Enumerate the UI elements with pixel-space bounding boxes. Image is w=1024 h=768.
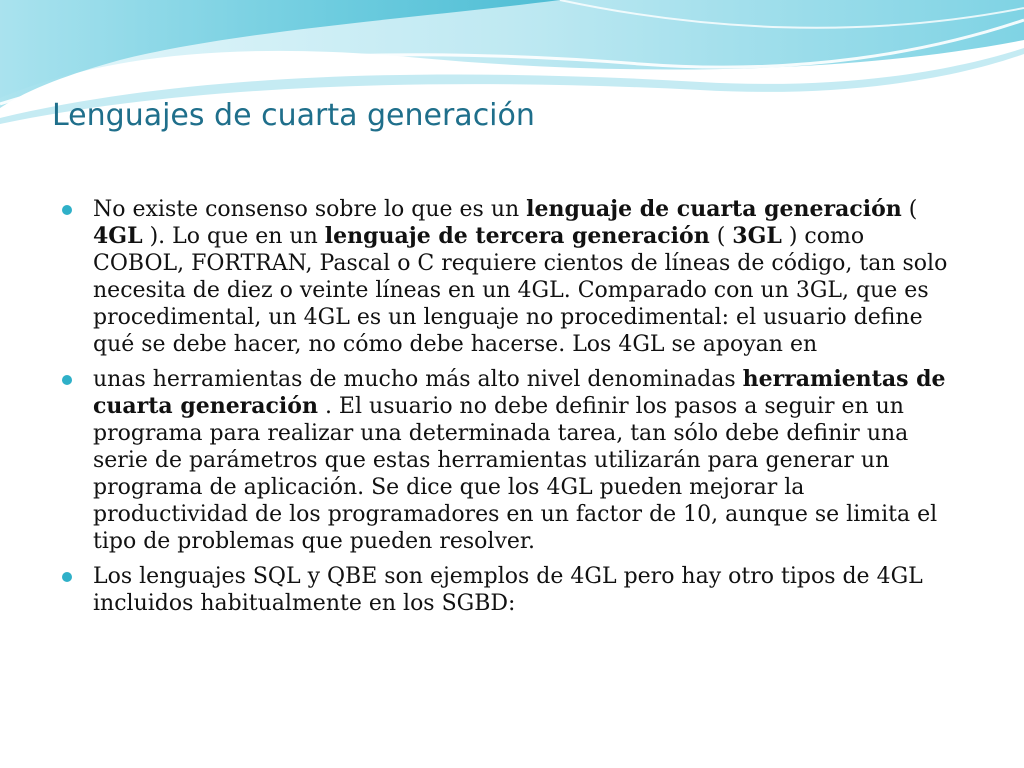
bullet-item — [62, 563, 962, 617]
bullet-segment: Los lenguajes SQL y QBE son ejemplos de 4GL pero hay otro tipos de 4GL incluidos habitualmente en los SGBD: — [93, 564, 923, 616]
bullet-segment-bold: lenguaje de tercera generación — [324, 223, 710, 249]
slide-title: Lenguajes de cuarta generación — [52, 98, 535, 133]
bullet-segment: unas herramientas de mucho más alto nivel denominadas — [93, 367, 743, 392]
bullet-item — [62, 366, 962, 555]
bullet-segment-bold: herramientas de cuarta generación — [93, 366, 946, 419]
bullet-segment: ). Lo que en un — [142, 224, 325, 249]
bullet-list — [62, 196, 962, 625]
bullet-dot-icon — [62, 205, 72, 215]
bullet-dot-icon — [62, 572, 72, 582]
bullet-segment: ( — [709, 224, 733, 249]
bullet-item — [62, 196, 962, 358]
bullet-segment-bold: lenguaje de cuarta generación — [526, 196, 902, 222]
bullet-segment: ( — [901, 197, 918, 222]
bullet-segment-bold: 4GL — [93, 223, 143, 249]
bullet-segment: No existe consenso sobre lo que es un — [93, 197, 527, 222]
bullet-segment: ) como COBOL, FORTRAN, Pascal o C requiere cientos de líneas de código, tan solo necesita de diez o veinte líneas en un 4GL. Comparado con un 3GL, que es procedimental, un 4GL es un lenguaje no procedimental: el usuario define qué se debe hacer, no cómo debe hacerse. Los 4GL se apoyan en — [93, 224, 948, 357]
bullet-dot-icon — [62, 375, 72, 385]
bullet-segment-bold: 3GL — [732, 223, 782, 249]
bullet-segment: . El usuario no debe definir los pasos a seguir en un programa para realizar una determinada tarea, tan sólo debe definir una serie de parámetros que estas herramientas utilizarán para generar un programa de aplicación. Se dice que los 4GL pueden mejorar la productividad de los programadores en un factor de 10, aunque se limita el tipo de problemas que pueden resolver. — [93, 394, 938, 554]
